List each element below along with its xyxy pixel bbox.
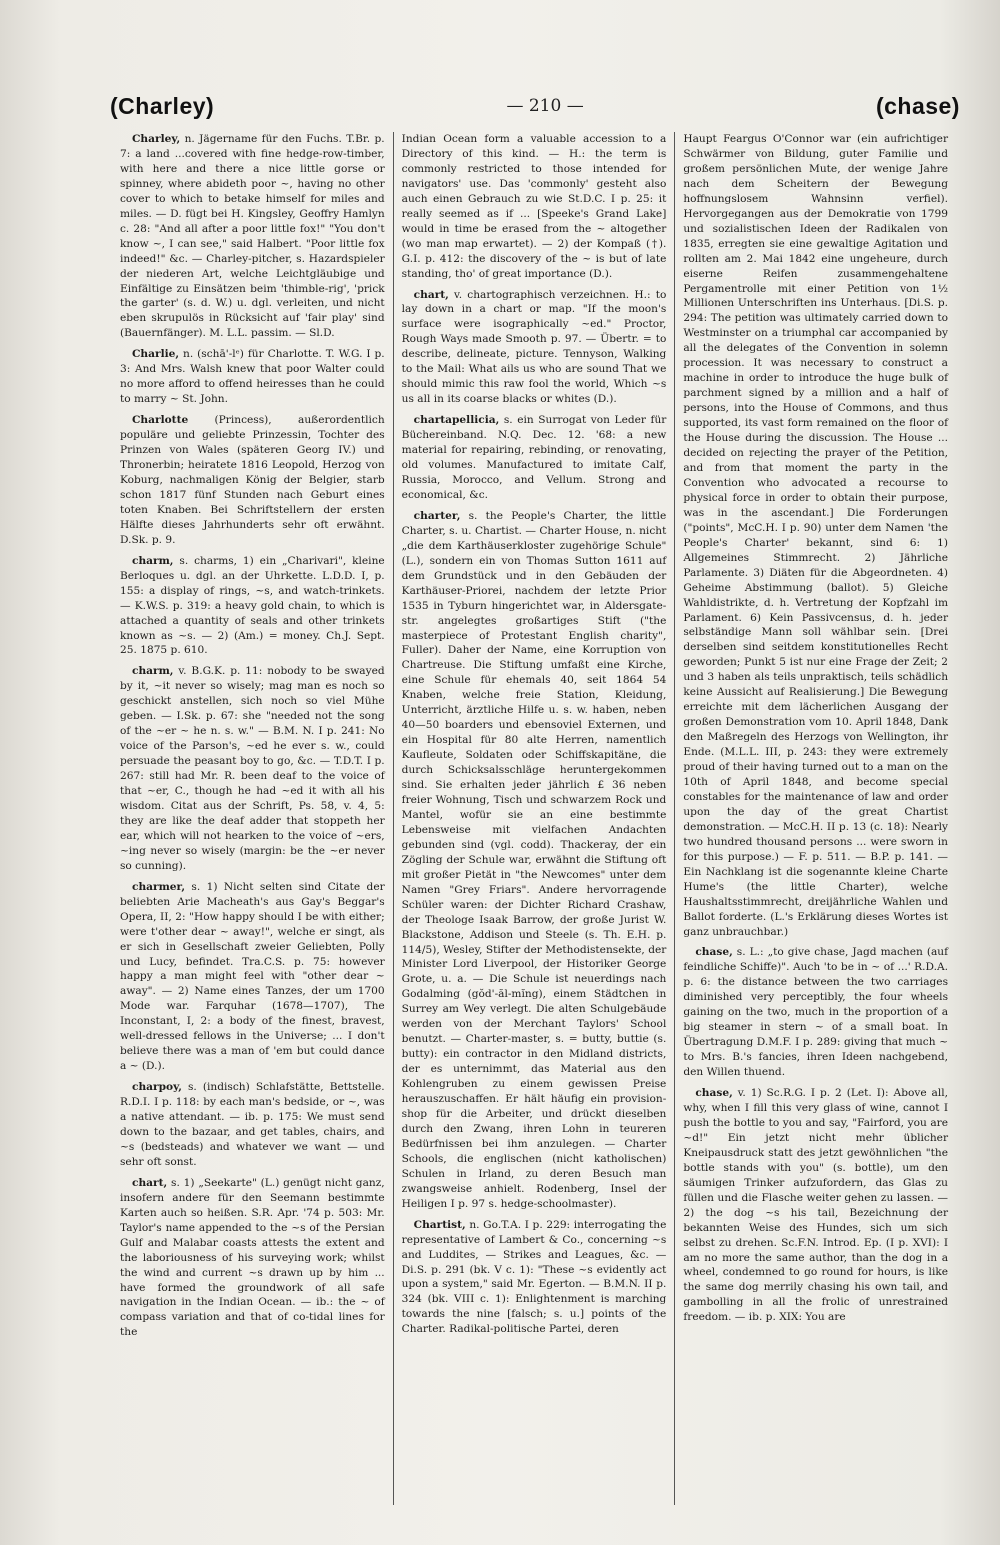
header-right-guideword: (chase) <box>875 92 960 119</box>
entry-text: n. Jägername für den Fuchs. T.Br. p. 7: a land ...covered with fine hedge-row-timber, with here and there a nice little gorse or spinney, where abideth poor ~, having no other cover to which to betake himself for miles and miles. — D. fügt bei H. Kingsley, Geoffry Hamlyn c. 28: "And all after a poor little fox!" "You don't know ~, I can see," said Halbert. "Poor little fox indeed!" &c. — Charley-pitcher, s. Hazardspieler der niederen Art, welche Leichtgläubige und Einfältige zu Einsätzen beim 'thimble-rig', 'prick the garter' (s. d. W.) u. dgl. verleiten, und nicht eben skrupulös in Rücksicht auf 'fair play' sind (Bauernfänger). M. L.L. passim. — Sl.D. <box>120 133 385 340</box>
dictionary-entry <box>120 413 385 548</box>
column-2 <box>393 132 675 1505</box>
entry-headword: charm, <box>132 665 174 678</box>
entry-text: (Princess), außerordentlich populäre und geliebte Prinzessin, Tochter des Prinzen von Wales (späteren Georg IV.) und Thronerbin; heiratete 1816 Leopold, Herzog von Koburg, nachmaligen König der Belgier, starb schon 1817 fünf Stunden nach Geburt eines toten Knaben. Bei Schriftstellern der ersten Hälfte dieses Jahrhunderts sehr oft erwähnt. D.Sk. p. 9. <box>120 414 385 546</box>
dictionary-entry <box>402 413 667 503</box>
entry-text: Indian Ocean form a valuable accession to a Directory of this kind. — H.: the term is commonly restricted to those intended for navigators' use. Das 'commonly' gesteht also auch einen Gebrauch zu wie St.D.C. I p. 25: it really seemed as if ... [Speeke's Grand Lake] would in time be erased from the ~ altogether (wo man map erwartet). — 2) der Kompaß (†). G.I. p. 412: the discovery of the ~ is but of late standing, tho' of great importance (D.). <box>401 133 667 280</box>
column-1 <box>112 132 393 1505</box>
dictionary-entry <box>402 509 667 1212</box>
dictionary-entry <box>683 1086 948 1325</box>
entry-text: Haupt Feargus O'Connor war (ein aufrichtiger Schwärmer von Bildung, guter Familie und großem persönlichen Mute, der wenige Jahre nach dem Scheitern der Bewegung hoffnungslosem Wahnsinn verfiel). Hervorgegangen aus der Demokratie von 1799 und sozialistischen Ideen der Radikalen von 1835, erregten sie eine gewaltige Agitation und rollten am 2. Mai 1842 eine ungeheure, durch eiserne Reifen zusammengehaltene Pergamentrolle mit einer Petition von 1½ Millionen Unterschriften ins Unterhaus. [Di.S. p. 294: The petition was ultimately carried down to Westminster on a triumphal car accompanied by all the delegates of the Convention in solemn procession. It was necessary to construct a machine in order to introduce the huge bulk of parchment signed by a million and a half of persons, into the House of Commons, and thus supported, its vast form remained on the floor of the House during the discussion. The House ... decided on rejecting the prayer of the Petition, and from that moment the party in the Convention who advocated a recourse to physical force in order to obtain their purpose, was in the ascendant.] Die Forderungen ("points", McC.H. I p. 90) unter dem Namen 'the People's Charter' bekannt, sind 6: 1) Allgemeines Stimmrecht. 2) Jährliche Parlamente. 3) Diäten für die Abgeordneten. 4) Geheime Abstimmung (ballot). 5) Gleiche Wahldistrikte, d. h. Vertretung der Kopfzahl im Parlament. 6) Kein Passivcensus, d. h. jeder selbständige Mann soll wählbar sein. [Drei derselben sind seitdem konstitutionelles Recht geworden; Punkt 5 ist nur eine Frage der Zeit; 2 und 3 haben als teils unpraktisch, teils schädlich keine Aussicht auf Realisierung.] Die Bewegung erreichte mit dem lächerlichen Ausgang der großen Demonstration vom 10. April 1848, Dank den Maßregeln des Herzogs von Wellington, ihr Ende. (M.L.L. III, p. 243: they were extremely proud of their having turned out to a man on the 10th of April 1848, and become special constables for the maintenance of law and order upon the day of the great Chartist demonstration. — McC.H. II p. 13 (c. 18): Nearly two hundred thousand persons ... were sworn in for this purpose.) — F. p. 511. — B.P. p. 141. — Ein Nachklang ist die sogenannte kleine Charte Hume's (the little Charter), welche Haushaltsstimmrecht, dreijährliche Wahlen und Ballot forderte. (L.'s Erklärung dieses Wortes ist ganz unbrauchbar.) <box>683 133 949 938</box>
entry-text: n. (schā'-lᵉ) für Charlotte. T. W.G. I p. 3: And Mrs. Walsh knew that poor Walter could no more afford to offend heiresses than he could to marry ~ St. John. <box>120 348 385 406</box>
dictionary-entry <box>120 880 385 1074</box>
entry-text: s. ein Surrogat von Leder für Büchereinband. N.Q. Dec. 12. '68: a new material for repairing, rebinding, or renovating, old volumes. Manufactured to imitate Calf, Russia, Morocco, and Vellum. Strong and economical, &c. <box>401 414 667 501</box>
text-columns <box>112 132 956 1505</box>
dictionary-entry <box>120 664 385 873</box>
entry-headword: Chartist, <box>413 1218 466 1231</box>
header-left-guideword: (Charley) <box>110 92 215 119</box>
page-header <box>110 88 960 124</box>
entry-headword: Charley, <box>132 133 181 145</box>
dictionary-entry <box>120 1080 385 1170</box>
entry-headword: charmer, <box>132 880 186 893</box>
entry-text: s. charms, 1) ein „Charivari", kleine Berloques u. dgl. an der Uhrkette. L.D.D. I, p. 155: a display of rings, ~s, and watch-trinkets. — K.W.S. p. 319: a heavy gold chain, to which is attached a quantity of seals and other trinkets known as ~s. — 2) (Am.) = money. Ch.J. Sept. 25. 1875 p. 610. <box>120 554 385 657</box>
entry-text: s. the People's Charter, the little Charter, s. u. Chartist. — Charter House, n. nicht „die dem Karthäuserkloster zugehörige Schule" (L.), sondern ein von Thomas Sutton 1611 auf dem Grundstück und in den Gebäuden der Karthäuser-Priorei, nachdem der letzte Prior 1535 in Tyburn hingerichtet war, in Aldersgate-str. angelegtes großartiges Stift ("the masterpiece of Protestant English charity", Fuller). Daher der Name, eine Korruption von Chartreuse. Die Stiftung umfaßt eine Kirche, eine Schule für ehemals 40, seit 1864 54 Knaben, welche freie Station, Kleidung, Unterricht, ärztliche Hilfe u. s. w. haben, neben 40—50 boarders und ebensoviel Externen, und ein Hospital für 80 alte Herren, namentlich Kaufleute, Soldaten oder Schiffskapitäne, die durch Schicksalsschläge heruntergekommen sind. Sie erhalten jeder jährlich £ 36 neben freier Wohnung, Tisch und schwarzem Rock und Mantel, wofür sie an eine bestimmte Lebensweise mit vielfachen Andachten gebunden sind (vgl. codd). Thackeray, der ein Zögling der Schule war, erwähnt die Stiftung oft mit großer Pietät in "the Newcomes" unter dem Namen "Grey Friars". Andere hervorragende Schüler waren: der Dichter Richard Crashaw, der Theologe Isaak Barrow, der große Jurist W. Blackstone, Addison und Steele (s. Th. E.H. p. 114/5), Wesley, Stifter der Methodistensekte, der Minister Lord Liverpool, der Historiker George Grote, u. a. — Die Schule ist neuerdings nach Godalming (gŏd'-ăl-mĭng), einem Städtchen in Surrey am Wey verlegt. Die alten Schulgebäude werden von der Merchant Taylors' School benutzt. — Charter-master, s. = butty, buttie (s. butty): ein contractor in den Midland districts, der es unternimmt, das Material aus den Kohlengruben zu einem gewissen Preise herauszuschaffen. Er hält häufig ein provision-shop für die Arbeiter, und drückt dieselben durch den Zwang, ihren Lohn in teureren Bedürfnissen bei ihm anzulegen. — Charter Schools, die englischen (nicht katholischen) Schulen in Irland, zu deren Besuch man zwangsweise anhielt. Rodenberg, Insel der Heiligen I p. 97 s. hedge-schoolmaster). <box>401 509 667 1210</box>
entry-headword: chase, <box>695 946 733 959</box>
dictionary-entry <box>120 554 385 659</box>
entry-headword: charm, <box>132 554 174 567</box>
entry-headword: chartapellicia, <box>413 414 500 427</box>
dictionary-entry <box>120 347 385 407</box>
entry-text: s. (indisch) Schlafstätte, Bettstelle. R.D.I. I p. 118: by each man's bedside, or ~, was a native attendant. — ib. p. 175: We must send down to the bazaar, and get tables, chairs, and ~s (bedsteads) and whatever we want — und sehr oft sonst. <box>120 1081 385 1168</box>
dictionary-entry <box>120 132 385 341</box>
column-3 <box>674 132 956 1505</box>
entry-text: v. chartographisch verzeichnen. H.: to lay down in a chart or map. "If the moon's surface were isographically ~ed." Proctor, Rough Ways made Smooth p. 97. — Übertr. = to describe, delineate, picture. Tennyson, Walking to the Mail: What ails us who are sound That we should mimic this raw fool the world, Which ~s us all in its coarse blacks or whites (D.). <box>401 288 667 406</box>
entry-headword: Charlie, <box>132 348 180 361</box>
dictionary-entry <box>683 132 948 939</box>
entry-headword: Charlotte <box>132 414 189 427</box>
entry-text: s. L.: „to give chase, Jagd machen (auf feindliche Schiffe)". Auch 'to be in ~ of ...' R.D.A. p. 6: the distance between the two carriages diminished very perceptibly, the four wheels gaining on the two, much in the proportion of a big steamer in stern ~ of a small boat. In Übertragung D.M.F. I p. 289: giving that much ~ to Mrs. B.'s fancies, ihren Ideen nachgebend, den Willen thuend. <box>683 946 949 1079</box>
dictionary-entry <box>402 132 667 282</box>
entry-headword: chase, <box>695 1087 733 1100</box>
entry-headword: charpoy, <box>132 1081 182 1094</box>
entry-text: n. Go.T.A. I p. 229: interrogating the representative of Lambert & Co., concerning ~s and Luddites, — Strikes and Leagues, &c. — Di.S. p. 291 (bk. V c. 1): "These ~s evidently act upon a system," said Mr. Egerton. — B.M.N. II p. 324 (bk. VIII c. 1): Enlightenment is marching towards the nine [falsch; s. u.] points of the Charter. Radikal-politische Partei, deren <box>401 1218 667 1336</box>
dictionary-entry <box>120 1176 385 1340</box>
dictionary-entry <box>683 945 948 1080</box>
dictionary-entry <box>402 288 667 408</box>
entry-text: v. B.G.K. p. 11: nobody to be swayed by it, ~it never so wisely; mag man es noch so geschickt anstellen, sich noch so viel Mühe geben. — I.Sk. p. 67: she "needed not the song of the ~er ~ he n. s. w." — B.M. N. I p. 241: No voice of the Parson's, ~ed he ever s. w., could persuade the peasant boy to go, &c. — T.D.T. I p. 267: still had Mr. R. been deaf to the voice of that ~er, C., though he had ~ed it with all his wisdom. Citat aus der Schrift, Ps. 58, v. 4, 5: they are like the deaf adder that stoppeth her ear, which will not hearken to the voice of ~ers, ~ing never so wisely (margin: be the ~er never so cunning). <box>120 665 385 872</box>
entry-text: v. 1) Sc.R.G. I p. 2 (Let. I): Above all, why, when I fill this very glass of wine, cannot I push the bottle to you and say, "Fairford, you are ~d!" Ein jetzt nicht mehr üblicher Kneipausdruck statt des jetzt gewöhnlichen "the bottle stands with you" (s. bottle), um den säumigen Trinker aufzufordern, das Glas zu füllen und die Flasche weiter gehen zu lassen. — 2) the dog ~s his tail, Bezeichnung der bekannten Weise des Hundes, sich um sich selbst zu drehen. Sc.F.N. Introd. Ep. (I p. XVI): I am no more the same author, than the dog in a wheel, condemned to go round for hours, is like the same dog merrily chasing his own tail, and gambolling in all the frolic of unrestrained freedom. — ib. p. XIX: You are <box>683 1087 949 1324</box>
entry-text: s. 1) „Seekarte" (L.) genügt nicht ganz, insofern andere für den Seemann bestimmte Karten auch so heißen. S.R. Apr. '74 p. 503: Mr. Taylor's name appended to the ~s of the Persian Gulf and Malabar coasts attests the extent and the laboriousness of his surveying work; whilst the wind and current ~s drawn up by him ... have formed the groundwork of all safe navigation in the Indian Ocean. — ib.: the ~ of compass variation and that of co-tidal lines for the <box>120 1176 385 1339</box>
entry-text: s. 1) Nicht selten sind Citate der beliebten Arie Macheath's aus Gay's Beggar's Opera, II, 2: "How happy should I be with either; were t'other dear ~ away!", welche er singt, als er sich in Gesellschaft zweier Geliebten, Polly und Lucy, befindet. Tra.C.S. p. 75: however happy a man might feel with "other dear ~ away". — 2) Name eines Tanzes, der um 1700 Mode war. Farquhar (1678—1707), The Inconstant, I, 2: a body of the finest, bravest, well-dressed fellows in the Universe; ... I don't believe there was a man of 'em but could dance a ~ (D.). <box>120 880 385 1073</box>
entry-headword: chart, <box>132 1176 168 1189</box>
entry-headword: chart, <box>413 288 449 301</box>
entry-headword: charter, <box>413 509 461 522</box>
dictionary-entry <box>402 1218 667 1338</box>
page-number: — 210 — <box>506 96 584 116</box>
